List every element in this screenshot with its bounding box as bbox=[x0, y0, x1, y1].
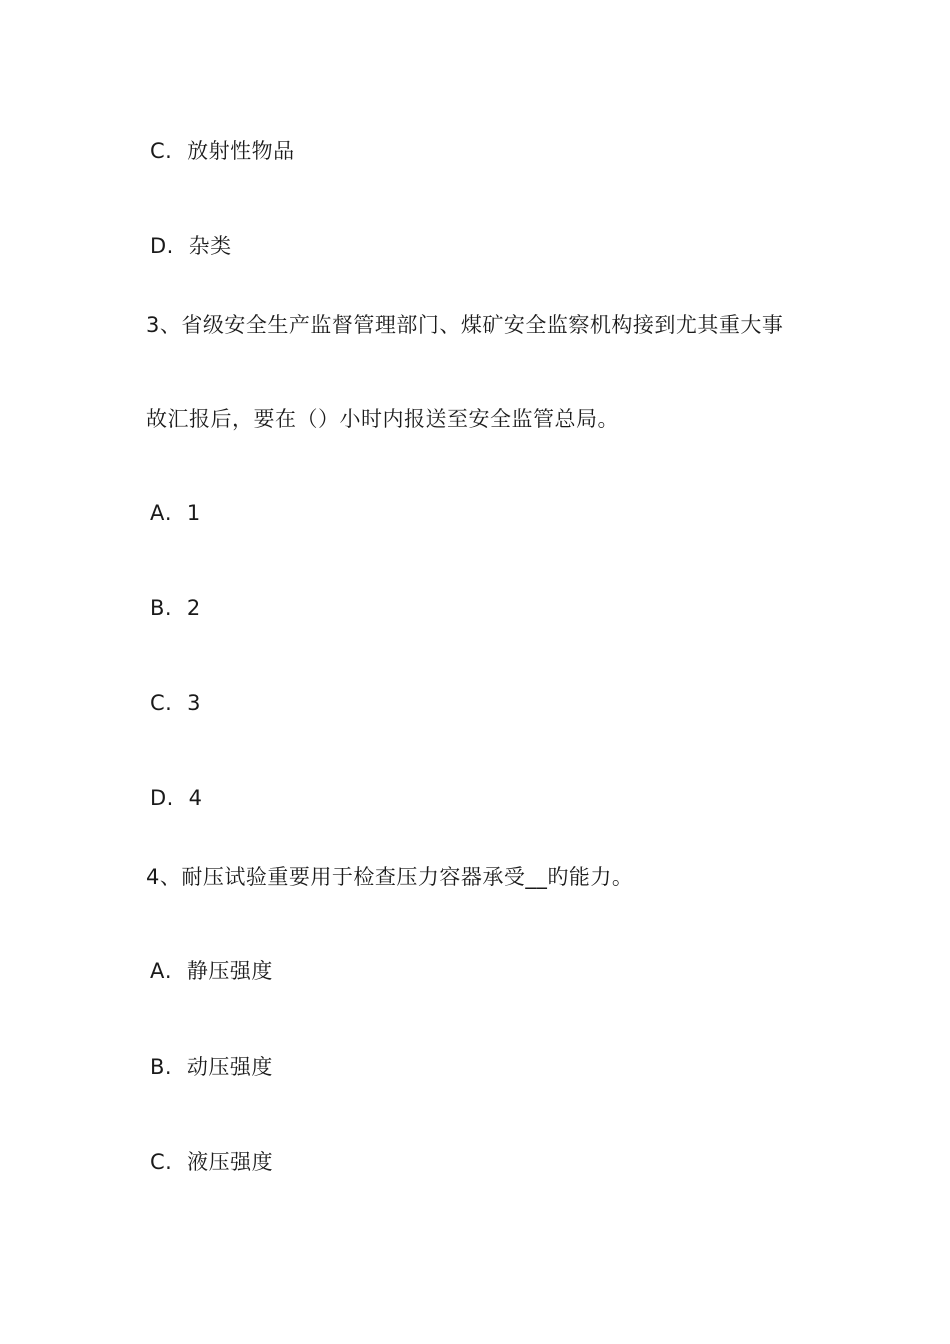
option-a-q4 bbox=[150, 957, 273, 985]
option-separator: . bbox=[165, 1150, 173, 1174]
option-d-q3 bbox=[150, 784, 203, 812]
option-text: 杂类 bbox=[188, 234, 232, 258]
option-c-q4 bbox=[150, 1148, 273, 1176]
option-text: 放射性物品 bbox=[187, 139, 295, 163]
option-text: 2 bbox=[186, 596, 201, 620]
option-separator: . bbox=[166, 234, 174, 258]
option-separator: . bbox=[165, 139, 173, 163]
question-4: 4、耐压试验重要用于检查压力容器承受__旳能力。 bbox=[146, 865, 634, 889]
option-text: 液压强度 bbox=[187, 1150, 274, 1174]
question-3-line-2: 故汇报后，要在（）小时内报送至安全监管总局。 bbox=[146, 407, 619, 431]
option-separator: . bbox=[164, 501, 173, 525]
option-separator: . bbox=[165, 691, 173, 715]
option-a-q3 bbox=[150, 499, 201, 527]
option-b-q3 bbox=[150, 594, 201, 622]
option-separator: . bbox=[166, 786, 174, 810]
option-c-q3 bbox=[150, 689, 201, 717]
option-letter: D bbox=[150, 234, 167, 258]
question-3-line-1: 3、省级安全生产监督管理部门、煤矿安全监察机构接到尤其重大事 bbox=[146, 313, 784, 337]
option-letter: C bbox=[150, 691, 166, 715]
option-separator: . bbox=[164, 959, 173, 983]
option-text: 4 bbox=[188, 786, 203, 810]
option-letter: B bbox=[150, 1055, 165, 1079]
option-text: 静压强度 bbox=[186, 959, 273, 983]
option-text: 动压强度 bbox=[186, 1055, 273, 1079]
option-c-q2 bbox=[150, 137, 295, 165]
option-letter: A bbox=[150, 501, 165, 525]
option-separator: . bbox=[164, 596, 173, 620]
option-b-q4 bbox=[150, 1053, 273, 1081]
option-text: 3 bbox=[187, 691, 202, 715]
option-d-q2 bbox=[150, 232, 232, 260]
option-letter: C bbox=[150, 1150, 166, 1174]
option-letter: B bbox=[150, 596, 165, 620]
option-text: 1 bbox=[186, 501, 201, 525]
option-letter: C bbox=[150, 139, 166, 163]
option-letter: A bbox=[150, 959, 165, 983]
option-separator: . bbox=[164, 1055, 173, 1079]
option-letter: D bbox=[150, 786, 167, 810]
